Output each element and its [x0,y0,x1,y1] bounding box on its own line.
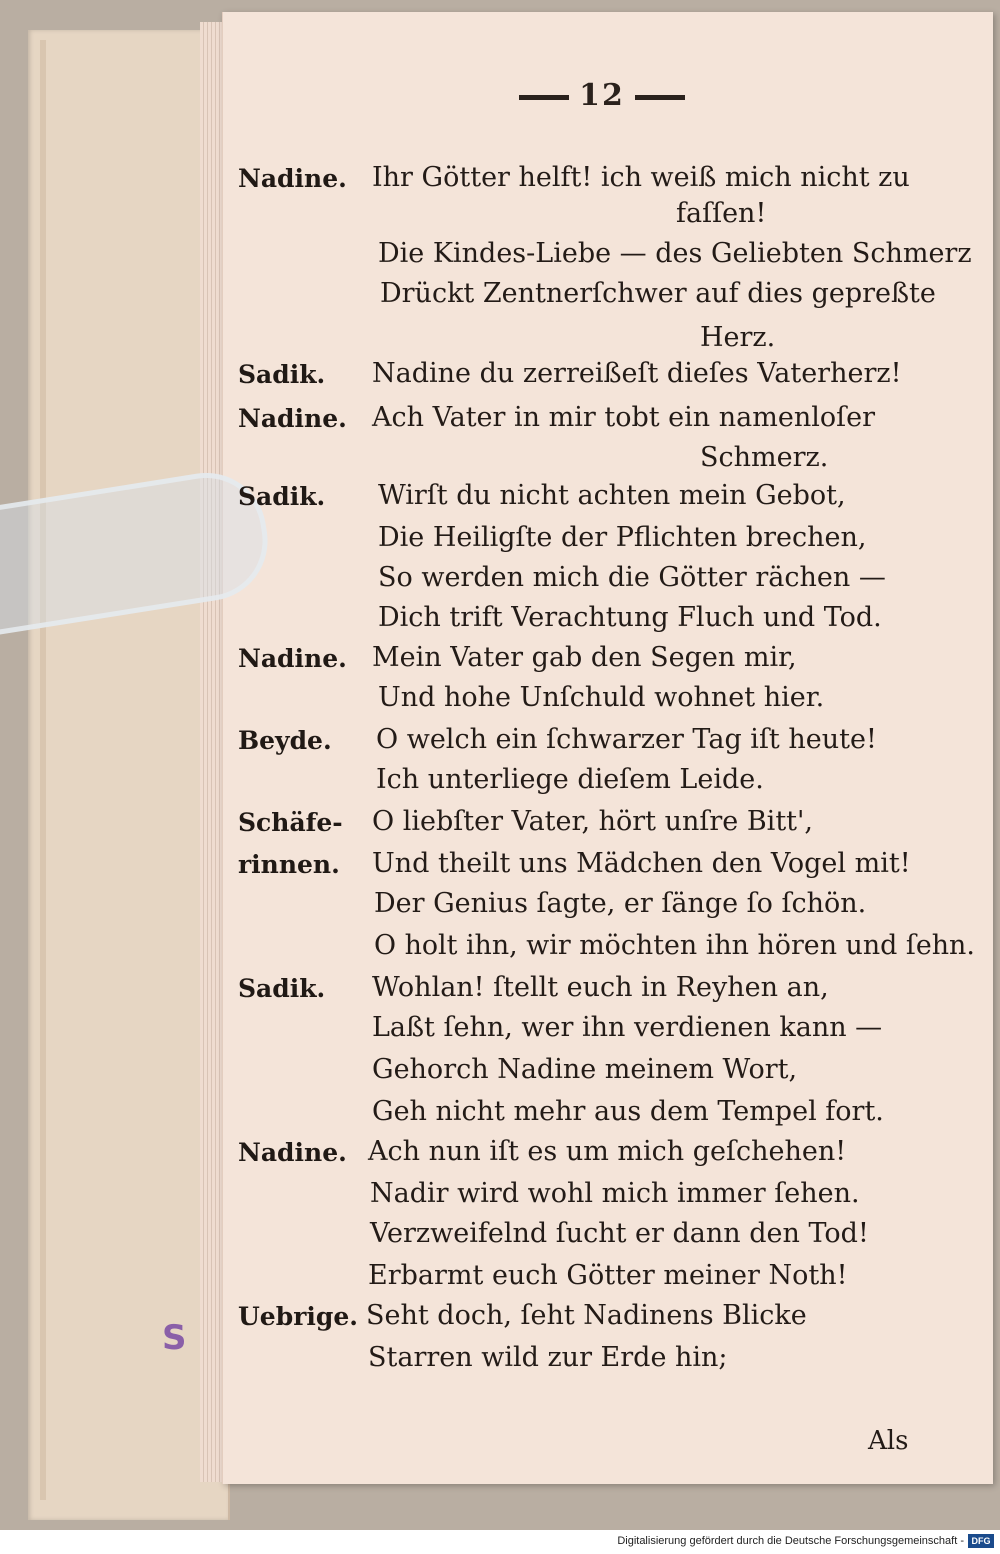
speaker-name: rinnen. [238,850,340,879]
verse-line: Laßt ſehn, wer ihn verdienen kann — [372,1012,883,1043]
verse-line: Nadine du zerreißeſt dieſes Vaterherz! [372,358,902,389]
verse-line: Der Genius ſagte, er ſänge ſo ſchön. [374,888,867,919]
verse-line: faſſen! [676,198,767,229]
verse-line: Die Kindes-Liebe — des Geliebten Schmerz [378,238,972,269]
verse-line: Starren wild zur Erde hin; [368,1342,728,1373]
verse-line: Und hohe Unſchuld wohnet hier. [378,682,825,713]
verse-line: Schmerz. [700,442,829,473]
footer-bar [0,1530,1000,1554]
speaker-name: Nadine. [238,1138,347,1167]
speaker-name: Sadik. [238,360,326,389]
verse-line: Und theilt uns Mädchen den Vogel mit! [372,848,911,879]
verse-line: Mein Vater gab den Segen mir, [372,642,797,673]
verse-line: Herz. [700,322,776,353]
verse-line: Ach nun iſt es um mich geſchehen! [368,1136,847,1167]
verse-line: Nadir wird wohl mich immer ſehen. [370,1178,860,1209]
verse-line: Wohlan! ſtellt euch in Reyhen an, [372,972,829,1003]
library-stamp: S [162,1318,187,1358]
speaker-name: Beyde. [238,726,332,755]
verse-line: Erbarmt euch Götter meiner Noth! [368,1260,848,1291]
speaker-name: Nadine. [238,164,347,193]
verse-line: Ich unterliege dieſem Leide. [376,764,764,795]
verse-line: Verzweifelnd ſucht er dann den Tod! [370,1218,869,1249]
speaker-name: Uebrige. [238,1302,358,1331]
verse-line: Ihr Götter helft! ich weiß mich nicht zu [372,162,910,193]
verse-line: Seht doch, ſeht Nadinens Blicke [366,1300,807,1331]
verse-line: Drückt Zentnerſchwer auf dies gepreßte [380,278,936,309]
verse-line: Gehorch Nadine meinem Wort, [372,1054,798,1085]
verse-line: O welch ein ſchwarzer Tag iſt heute! [376,724,877,755]
speaker-name: Sadik. [238,974,326,1003]
verse-line: Dich trift Verachtung Fluch und Tod. [378,602,882,633]
catchword: Als [868,1426,909,1456]
verse-line: O liebſter Vater, hört unſre Bitt', [372,806,814,837]
speaker-name: Nadine. [238,644,347,673]
verse-line: Wirſt du nicht achten mein Gebot, [378,480,846,511]
verse-line: So werden mich die Götter rächen — [378,562,886,593]
verse-line: Die Heiligſte der Pflichten brechen, [378,522,867,553]
verse-line: Geh nicht mehr aus dem Tempel fort. [372,1096,884,1127]
verse-line: Ach Vater in mir tobt ein namenloſer [372,402,875,433]
speaker-name: Schäfe- [238,808,343,837]
speaker-name: Nadine. [238,404,347,433]
verse-line: O holt ihn, wir möchten ihn hören und ſehn. [374,930,975,961]
footer-credit: Digitalisierung gefördert durch die Deutsche Forschungsgemeinschaft - [617,1535,964,1547]
speaker-name: Sadik. [238,482,326,511]
dfg-logo-icon: DFG [968,1534,994,1548]
page-number-text: 12 [579,78,625,113]
